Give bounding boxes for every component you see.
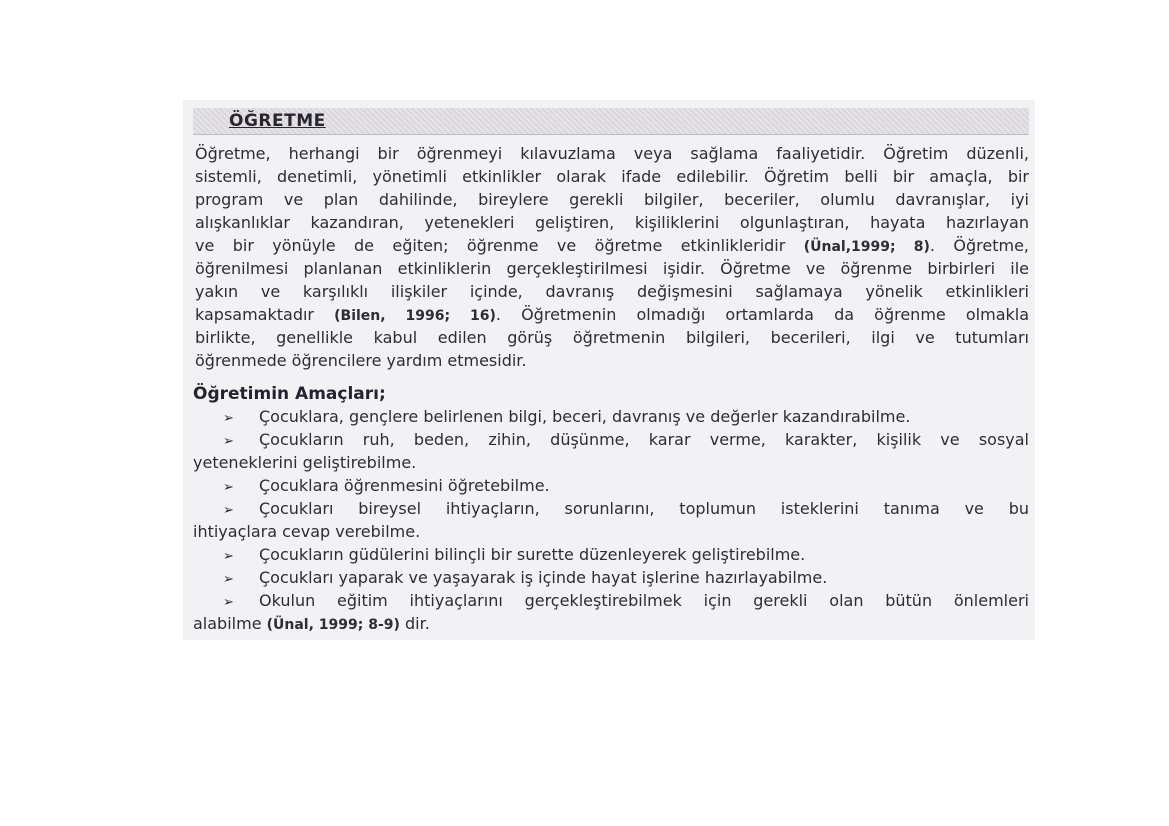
arrow-bullet-icon: ➢: [223, 411, 234, 426]
arrow-bullet-icon: ➢: [223, 503, 234, 518]
paragraph-line: Öğretme, herhangi bir öğrenmeyi kılavuzlama veya sağlama faaliyetidir. Öğretim düzenli,: [195, 144, 1029, 163]
paragraph-line: [195, 236, 1029, 256]
list-item: [223, 499, 1029, 519]
arrow-bullet-icon: ➢: [223, 549, 234, 564]
list-item: [223, 545, 1029, 565]
list-item-text: alabilme: [193, 614, 267, 633]
list-item-text: dir.: [399, 614, 430, 633]
paragraph-line: [195, 305, 1029, 325]
list-item: [223, 476, 1029, 496]
heading-bar: [193, 108, 1029, 135]
paragraph-line: yakın ve karşılıklı ilişkiler içinde, davranış değişmesini sağlamaya yönelik etkinlikleri: [195, 282, 1029, 301]
citation: (Ünal,1999; 8): [803, 239, 930, 255]
paragraph-text: . Öğretmenin olmadığı ortamlarda da öğrenme olmakla: [495, 305, 1029, 324]
subheading: Öğretimin Amaçları;: [193, 384, 386, 404]
list-item-text: Çocukların güdülerini bilinçli bir surette düzenleyerek geliştirebilme.: [259, 545, 806, 564]
list-item: [223, 430, 1029, 450]
list-item-continuation: [193, 614, 430, 635]
arrow-bullet-icon: ➢: [223, 595, 234, 610]
list-item-text: Çocuklara, gençlere belirlenen bilgi, beceri, davranış ve değerler kazandırabilme.: [259, 407, 911, 426]
list-item-text: Çocuklara öğrenmesini öğretebilme.: [259, 476, 550, 495]
list-item-text: Çocukları bireysel ihtiyaçların, sorunlarını, toplumun isteklerini tanıma ve bu: [259, 499, 1029, 518]
list-item: [223, 568, 1029, 588]
list-item-text: Çocukların ruh, beden, zihin, düşünme, karar verme, karakter, kişilik ve sosyal: [259, 430, 1029, 449]
paragraph-line: öğrenmede öğrencilere yardım etmesidir.: [195, 351, 527, 370]
list-item: [223, 407, 1029, 427]
list-item-text: Okulun eğitim ihtiyaçlarını gerçekleştirebilmek için gerekli olan bütün önlemleri: [259, 591, 1029, 610]
list-item-text: Çocukları yaparak ve yaşayarak iş içinde hayat işlerine hazırlayabilme.: [259, 568, 828, 587]
arrow-bullet-icon: ➢: [223, 434, 234, 449]
paragraph-line: alışkanlıklar kazandıran, yetenekleri geliştiren, kişiliklerini olgunlaştıran, hayata hazırlayan: [195, 213, 1029, 232]
paragraph-text: kapsamaktadır: [195, 305, 335, 324]
list-item: [223, 591, 1029, 611]
paragraph-line: program ve plan dahilinde, bireylere gerekli bilgiler, beceriler, olumlu davranışlar, iyi: [195, 190, 1029, 209]
paragraph-line: birlikte, genellikle kabul edilen görüş öğretmenin bilgileri, becerileri, ilgi ve tutumları: [195, 328, 1029, 347]
scanned-page: [183, 100, 1035, 640]
arrow-bullet-icon: ➢: [223, 480, 234, 495]
arrow-bullet-icon: ➢: [223, 572, 234, 587]
list-item-continuation: ihtiyaçlara cevap verebilme.: [193, 522, 421, 541]
citation: (Ünal, 1999; 8-9): [266, 617, 400, 633]
citation: (Bilen, 1996; 16): [334, 308, 496, 324]
section-heading: ÖĞRETME: [229, 111, 326, 131]
list-item-continuation: yeteneklerini geliştirebilme.: [193, 453, 417, 472]
paragraph-text: . Öğretme,: [929, 236, 1029, 255]
paragraph-line: sistemli, denetimli, yönetimli etkinlikler olarak ifade edilebilir. Öğretim belli bir amaçla, bir: [195, 167, 1029, 186]
paragraph-text: ve bir yönüyle de eğiten; öğrenme ve öğretme etkinlikleridir: [195, 236, 804, 255]
paragraph-line: öğrenilmesi planlanan etkinliklerin gerçekleştirilmesi işidir. Öğretme ve öğrenme birbirleri ile: [195, 259, 1029, 278]
